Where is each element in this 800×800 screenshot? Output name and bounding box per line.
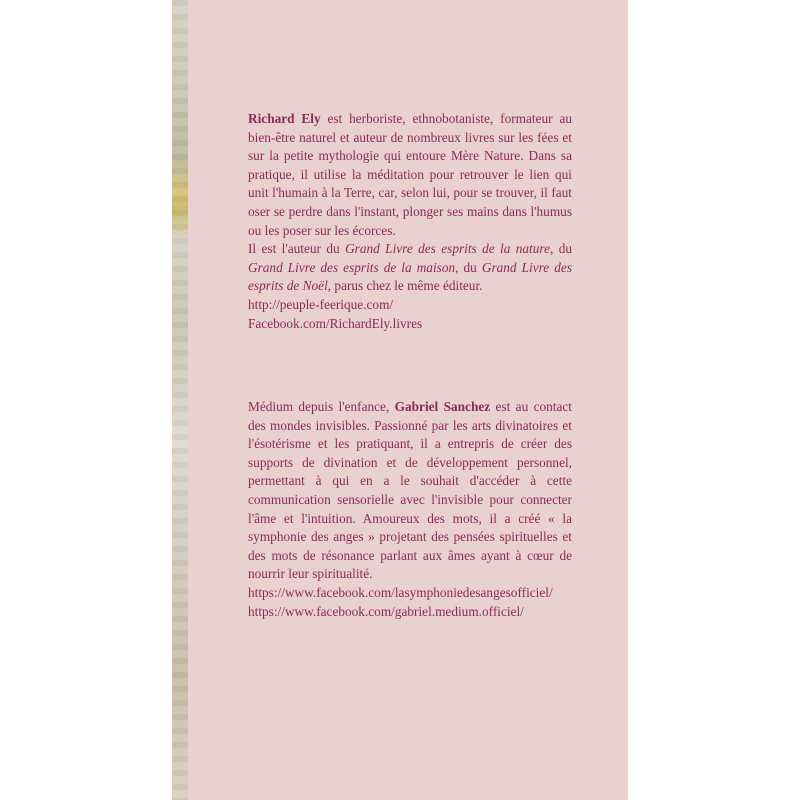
books-paragraph (248, 240, 572, 296)
facebook-link: https://www.facebook.com/lasymphoniedesangesofficiel/ (248, 584, 553, 600)
book-title: Grand Livre des esprits de la nature (345, 241, 550, 257)
bio-intro-text: est herboriste, ethnobotaniste, formateur au bien-être naturel et auteur de nombreux livres sur les fées et sur la petite mythologie qui entoure Mère Nature. Dans sa pratique, il utilise la méditation pour retrouver le lien qui unit l'humain à la Terre, car, selon lui, pour se trouver, il faut oser se perdre dans l'instant, plonger ses mains dans l'humus ou les poser sur les écorces. (248, 111, 572, 238)
books-lead: Il est l'auteur du (248, 241, 346, 257)
facebook-link: Facebook.com/RichardEly.livres (248, 315, 423, 331)
bio-body-text: est au contact des mondes invisibles. Passionné par les arts divinatoires et l'ésotérisme et les pratiquant, il a entrepris de créer des supports de divination et de développement personnel, permettant à qui en a le souhait d'accéder à cette communication sensorielle avec l'invisible pour connecter l'âme et l'intuition. Amoureux des mots, il a créé « la symphonie des anges » projetant des pensées spirituelles et des mots de résonance parlant aux âmes ayant à cœur de nourrir leur spiritualité. (248, 399, 572, 582)
bio-paragraph (248, 398, 572, 584)
bio-lead-text: Médium depuis l'enfance, (248, 399, 395, 414)
website-link: http://peuple-feerique.com/ (248, 296, 394, 312)
bio-paragraph (248, 110, 572, 240)
author-name: Gabriel Sanchez (394, 399, 491, 414)
books-separator: , du (549, 241, 572, 257)
cover-edge-shade (172, 0, 188, 800)
book-title: Grand Livre des esprits de la maison (248, 259, 456, 275)
author-bio-richard-ely (248, 110, 572, 333)
author-name: Richard Ely (248, 111, 321, 126)
books-separator: , du (455, 259, 482, 275)
book-title: Grand Livre des esprits de Noël (248, 259, 572, 294)
facebook-link: https://www.facebook.com/gabriel.medium.officiel/ (248, 603, 524, 619)
author-bio-gabriel-sanchez (248, 398, 572, 621)
books-tail: , parus chez le même éditeur. (327, 278, 483, 294)
